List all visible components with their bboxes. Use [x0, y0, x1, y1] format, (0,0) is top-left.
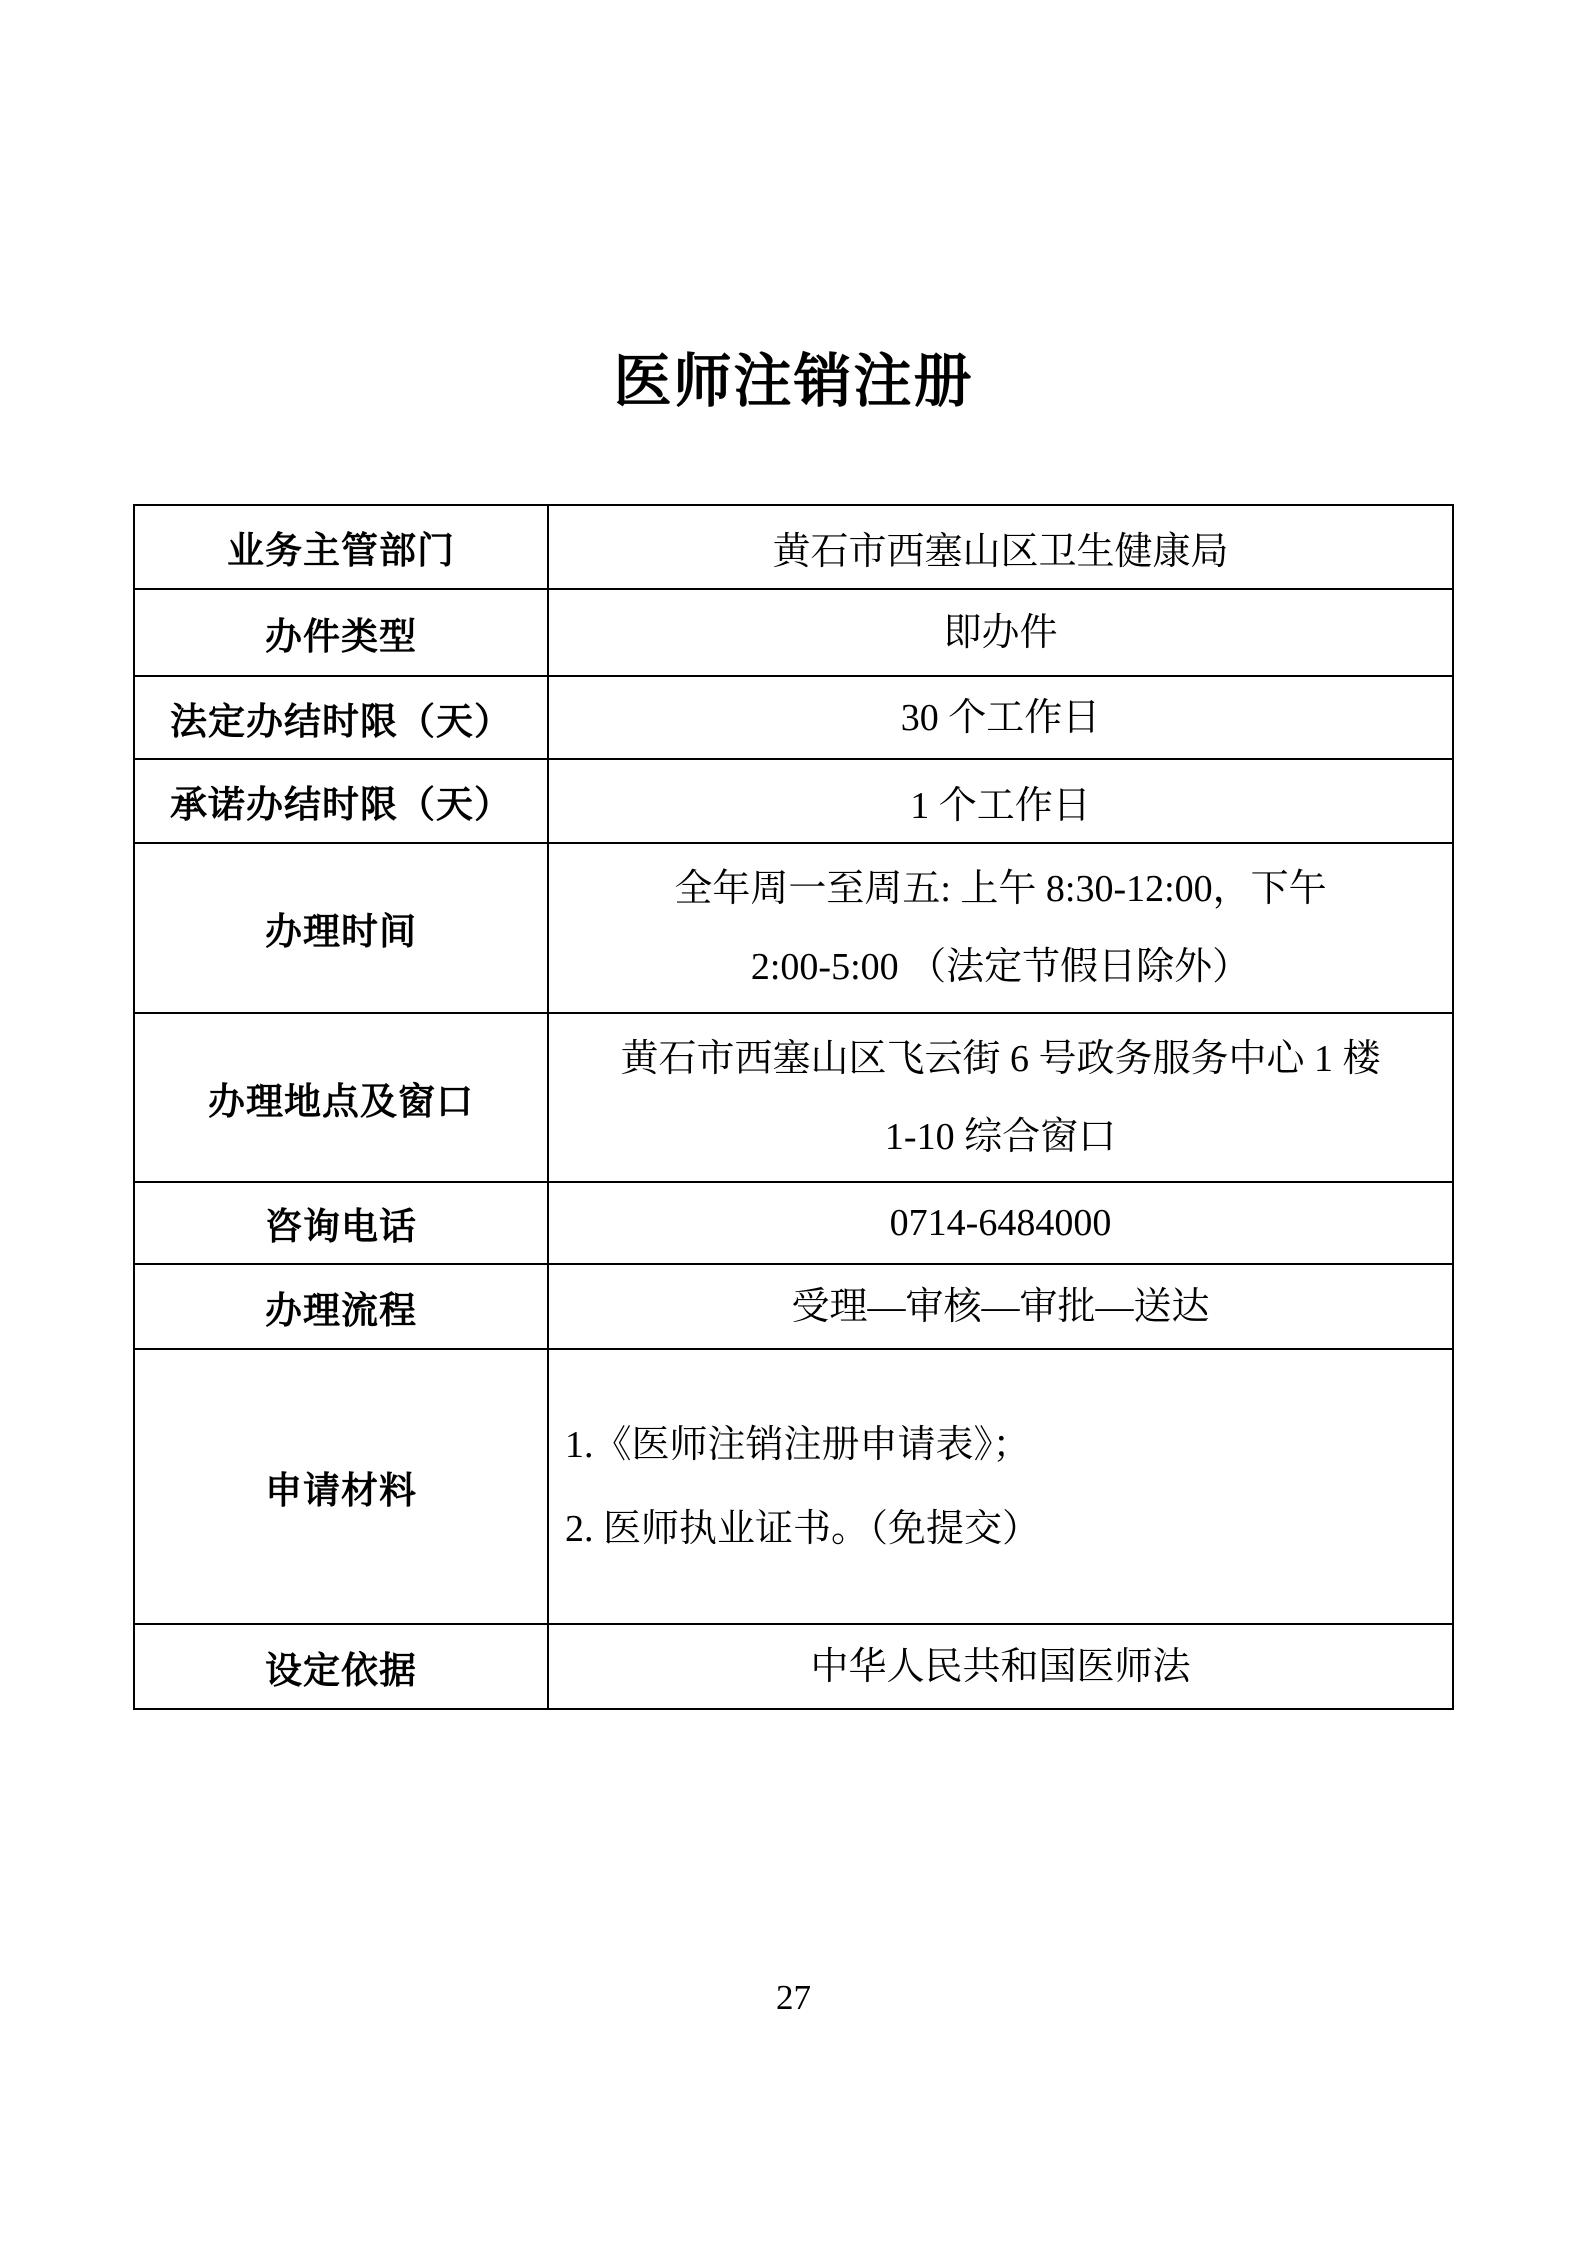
row-value-line: 全年周一至周五: 上午 8:30-12:00，下午	[674, 868, 1327, 910]
row-value-line: 2. 医师执业证书。（免提交）	[565, 1507, 1041, 1550]
row-value	[548, 1013, 1453, 1182]
row-value-line: 30 个工作日	[900, 696, 1101, 739]
table-row	[134, 1349, 1453, 1624]
row-label: 办理时间	[134, 843, 548, 1013]
table-row	[134, 1264, 1453, 1349]
row-value-line: 1 个工作日	[910, 784, 1091, 827]
row-value	[548, 759, 1453, 843]
table-row	[134, 676, 1453, 759]
row-label: 办件类型	[134, 589, 548, 676]
row-value	[548, 843, 1453, 1013]
row-value-line: 即办件	[943, 611, 1058, 654]
row-label: 咨询电话	[134, 1182, 548, 1264]
row-value	[548, 676, 1453, 759]
row-value-line: 受理—审核—审批—送达	[791, 1285, 1210, 1328]
row-label: 设定依据	[134, 1624, 548, 1709]
row-label: 申请材料	[134, 1349, 548, 1624]
page-title: 医师注销注册	[613, 349, 974, 414]
page-number: 27	[776, 1978, 811, 2017]
table-row	[134, 1624, 1453, 1709]
row-value-line: 0714-6484000	[889, 1202, 1112, 1244]
row-value	[548, 1182, 1453, 1264]
table-row	[134, 1182, 1453, 1264]
row-label: 办理流程	[134, 1264, 548, 1349]
row-value-line: 2:00-5:00 （法定节假日除外）	[750, 946, 1251, 988]
row-value-line: 中华人民共和国医师法	[810, 1645, 1191, 1688]
table-row	[134, 505, 1453, 589]
row-value	[548, 1624, 1453, 1709]
table-row	[134, 843, 1453, 1013]
row-label: 承诺办结时限（天）	[134, 759, 548, 843]
row-label: 办理地点及窗口	[134, 1013, 548, 1182]
table-row	[134, 759, 1453, 843]
row-value-line: 黄石市西塞山区飞云街 6 号政务服务中心 1 楼	[620, 1037, 1381, 1080]
row-value	[548, 505, 1453, 589]
row-value	[548, 1264, 1453, 1349]
row-value-line: 1.《医师注销注册申请表》；	[565, 1423, 1031, 1466]
table-row	[134, 1013, 1453, 1182]
row-value	[548, 589, 1453, 676]
service-info-table	[133, 504, 1454, 1710]
table-row	[134, 589, 1453, 676]
row-value	[548, 1349, 1453, 1624]
row-label: 业务主管部门	[134, 505, 548, 589]
row-label: 法定办结时限（天）	[134, 676, 548, 759]
row-value-line: 黄石市西塞山区卫生健康局	[772, 530, 1229, 573]
row-value-line: 1-10 综合窗口	[884, 1115, 1117, 1158]
